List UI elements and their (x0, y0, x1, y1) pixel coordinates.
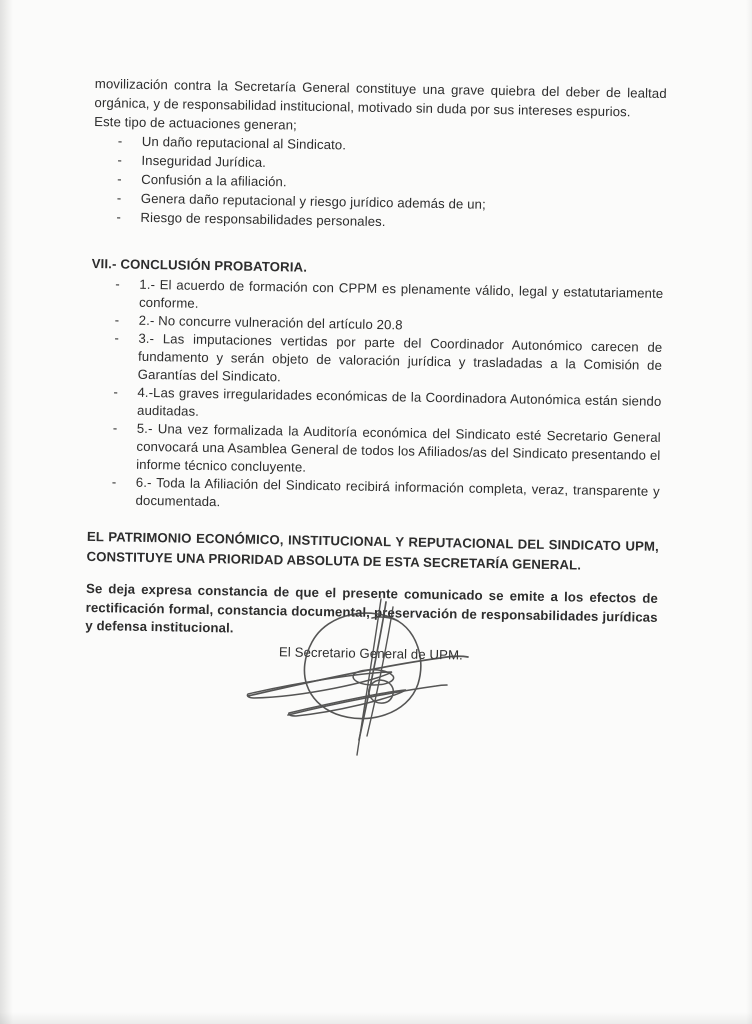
dash-marker: - (114, 312, 120, 328)
scan-edge-shadow-right (746, 0, 752, 1024)
dash-marker: - (116, 190, 122, 206)
list-item-text: Un daño reputacional al Sindicato. (141, 133, 347, 153)
closing-paragraph: Se deja expresa constancia de que el presente comunicado se emite a los efectos de rectificación formal, constancia documental, preservación de responsabilidades jurídicas y defensa institucional. (85, 580, 659, 636)
list-item (90, 329, 663, 393)
list-item (88, 419, 661, 483)
list-item-text: 2.- No concurre vulneración del artículo 20.8 (138, 312, 403, 333)
dash-marker: - (111, 474, 117, 490)
conclusions-list (87, 275, 663, 519)
list-item-text: Confusión a la afiliación. (141, 171, 287, 190)
document-body (85, 74, 667, 667)
list-item-text: 3.- Las imputaciones vertidas por parte del Coordinador Autonómico carecen de fundamento y serán objeto de valoración jurídica y trasladadas a la Comisión de Garantías del Sindicato. (137, 330, 663, 385)
dash-marker: - (116, 209, 122, 225)
dash-marker: - (117, 152, 123, 168)
actions-intro: Este tipo de actuaciones generan; (94, 113, 297, 133)
list-item-text: 4.-Las graves irregularidades económicas de la Coordinadora Autonómica están siendo auditadas. (137, 384, 662, 419)
list-item-text: Riesgo de responsabilidades personales. (140, 209, 386, 230)
list-item-text: 5.- Una vez formalizada la Auditoría económica del Sindicato esté Secretario General convocará una Asamblea General de todos los Afiliados/as del Sindicato presentando el informe técnico concluyente. (136, 420, 661, 475)
scan-edge-shadow-bottom (0, 1012, 752, 1024)
actions-list (92, 131, 666, 236)
dash-marker: - (114, 330, 120, 346)
section-title-conclusion-probatoria: VII.- CONCLUSIÓN PROBATORIA. (91, 255, 308, 275)
dash-marker: - (117, 171, 122, 187)
list-item-text: 6.- Toda la Afiliación del Sindicato recibirá información completa, veraz, transparente y documentada. (135, 474, 660, 510)
dash-marker: - (115, 276, 120, 292)
dash-marker: - (113, 384, 119, 400)
list-item-text: 1.- El acuerdo de formación con CPPM es plenamente válido, legal y estatutariamente conforme. (138, 276, 664, 311)
list-item-text: Genera daño reputacional y riesgo jurídico además de un; (140, 190, 486, 212)
intro-paragraph: movilización contra la Secretaría General constituye una grave quiebra del deber de lealtad orgánica, y de responsabilidad institucional, motivado sin duda por sus intereses espurios. (94, 75, 667, 120)
scan-edge-shadow-left (0, 0, 13, 1024)
list-item-text: Inseguridad Jurídica. (141, 152, 267, 170)
dash-marker: - (112, 420, 118, 436)
signature-caption: El Secretario General de UPM. (278, 643, 464, 663)
dash-marker: - (117, 133, 123, 149)
emphasis-paragraph: EL PATRIMONIO ECONÓMICO, INSTITUCIONAL Y REPUTACIONAL DEL SINDICATO UPM, CONSTITUYE UNA PRIORIDAD ABSOLUTA DE ESTA SECRETARÍA GENERAL. (86, 528, 659, 573)
